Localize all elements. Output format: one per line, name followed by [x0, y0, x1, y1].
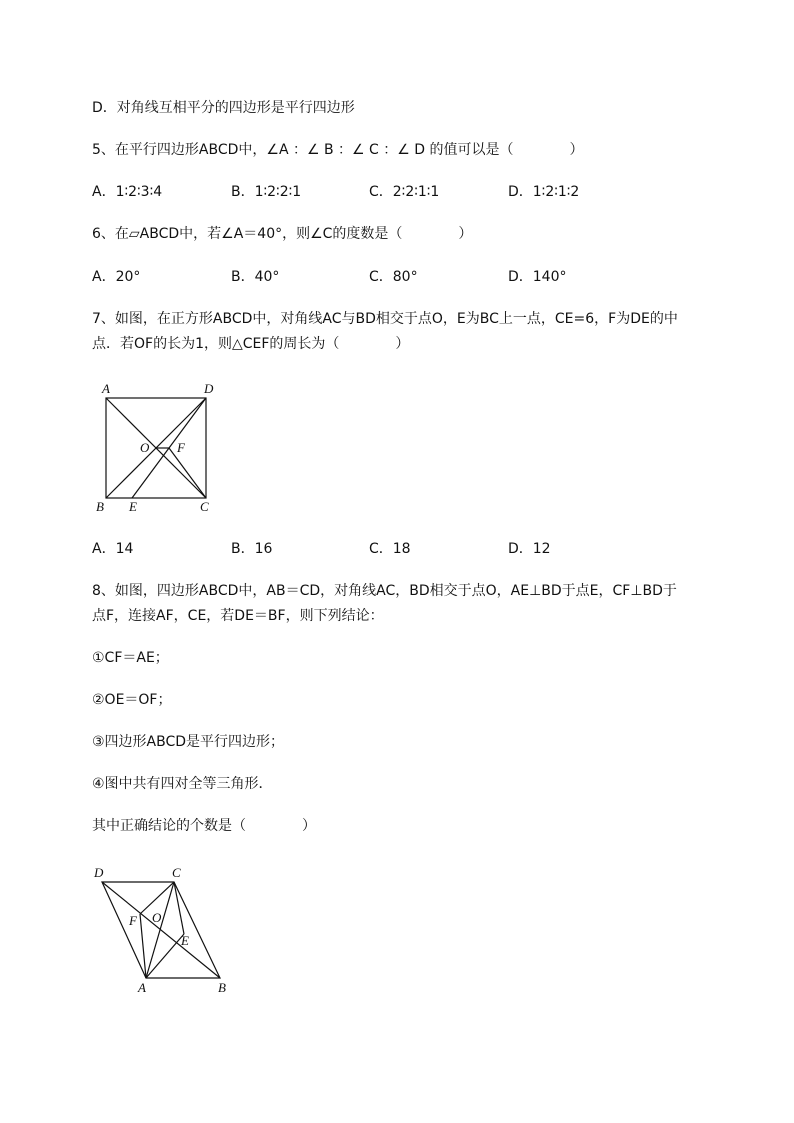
- label-e: E: [129, 499, 137, 514]
- segment-ae: [146, 934, 184, 978]
- label-e: E: [181, 933, 189, 948]
- q7-option-a: A．14: [92, 541, 134, 557]
- q8-conclusion-2: ②OE＝OF；: [92, 692, 172, 708]
- label-b: B: [96, 499, 104, 514]
- label-a: A: [102, 381, 110, 396]
- q6-option-a: A．20°: [92, 269, 141, 285]
- q7-option-d: D．12: [508, 541, 551, 557]
- label-a: A: [138, 980, 146, 995]
- label-f: F: [177, 440, 185, 455]
- q8-figure: [88, 862, 248, 1002]
- q5-option-c: C．2∶2∶1∶1: [369, 184, 440, 200]
- label-d: D: [94, 865, 104, 880]
- label-d: D: [204, 381, 214, 396]
- q6-option-d: D．140°: [508, 269, 567, 285]
- q8-conclusion-4: ④图中共有四对全等三角形．: [92, 776, 273, 792]
- q7-stem-2: 点．若OF的长为1，则△CEF的周长为（ ）: [92, 336, 410, 352]
- q8-conclusion-3: ③四边形ABCD是平行四边形；: [92, 734, 285, 750]
- q7-stem-1: 7、如图，在正方形ABCD中，对角线AC与BD相交于点O，E为BC上一点，CE=6，F为DE的中: [92, 311, 678, 327]
- q5-option-b: B．1∶2∶2∶1: [231, 184, 302, 200]
- q5-option-a: A．1∶2∶3∶4: [92, 184, 163, 200]
- q8-question: 其中正确结论的个数是（ ）: [92, 818, 316, 834]
- label-o: O: [140, 440, 150, 455]
- label-o: O: [152, 910, 162, 925]
- segment-ce: [174, 882, 184, 934]
- q8-conclusion-1: ①CF＝AE；: [92, 650, 169, 666]
- q6-option-c: C．80°: [369, 269, 418, 285]
- q5-option-d: D．1∶2∶1∶2: [508, 184, 580, 200]
- q6-stem: 6、在▱ABCD中，若∠A＝40°，则∠C的度数是（ ）: [92, 226, 473, 242]
- label-c: C: [200, 499, 209, 514]
- q7-option-c: C．18: [369, 541, 411, 557]
- q5-stem: 5、在平行四边形ABCD中，∠A ：∠ B ：∠ C ：∠ D 的值可以是（ ）: [92, 142, 584, 158]
- segment-af: [140, 914, 146, 978]
- q4-option-d: D．对角线互相平分的四边形是平行四边形: [92, 100, 355, 116]
- q8-stem-2: 点F，连接AF，CE，若DE＝BF，则下列结论：: [92, 608, 384, 624]
- diagonal-ac: [146, 882, 174, 978]
- q8-stem-1: 8、如图，四边形ABCD中，AB＝CD，对角线AC，BD相交于点O，AE⊥BD于点E，CF⊥BD于: [92, 583, 677, 599]
- q7-figure: [90, 378, 230, 518]
- label-c: C: [172, 865, 181, 880]
- diagonal-bd: [102, 882, 220, 978]
- q6-option-b: B．40°: [231, 269, 280, 285]
- label-f: F: [129, 913, 137, 928]
- segment-cf: [169, 448, 206, 498]
- label-b: B: [218, 980, 226, 995]
- q7-option-b: B．16: [231, 541, 273, 557]
